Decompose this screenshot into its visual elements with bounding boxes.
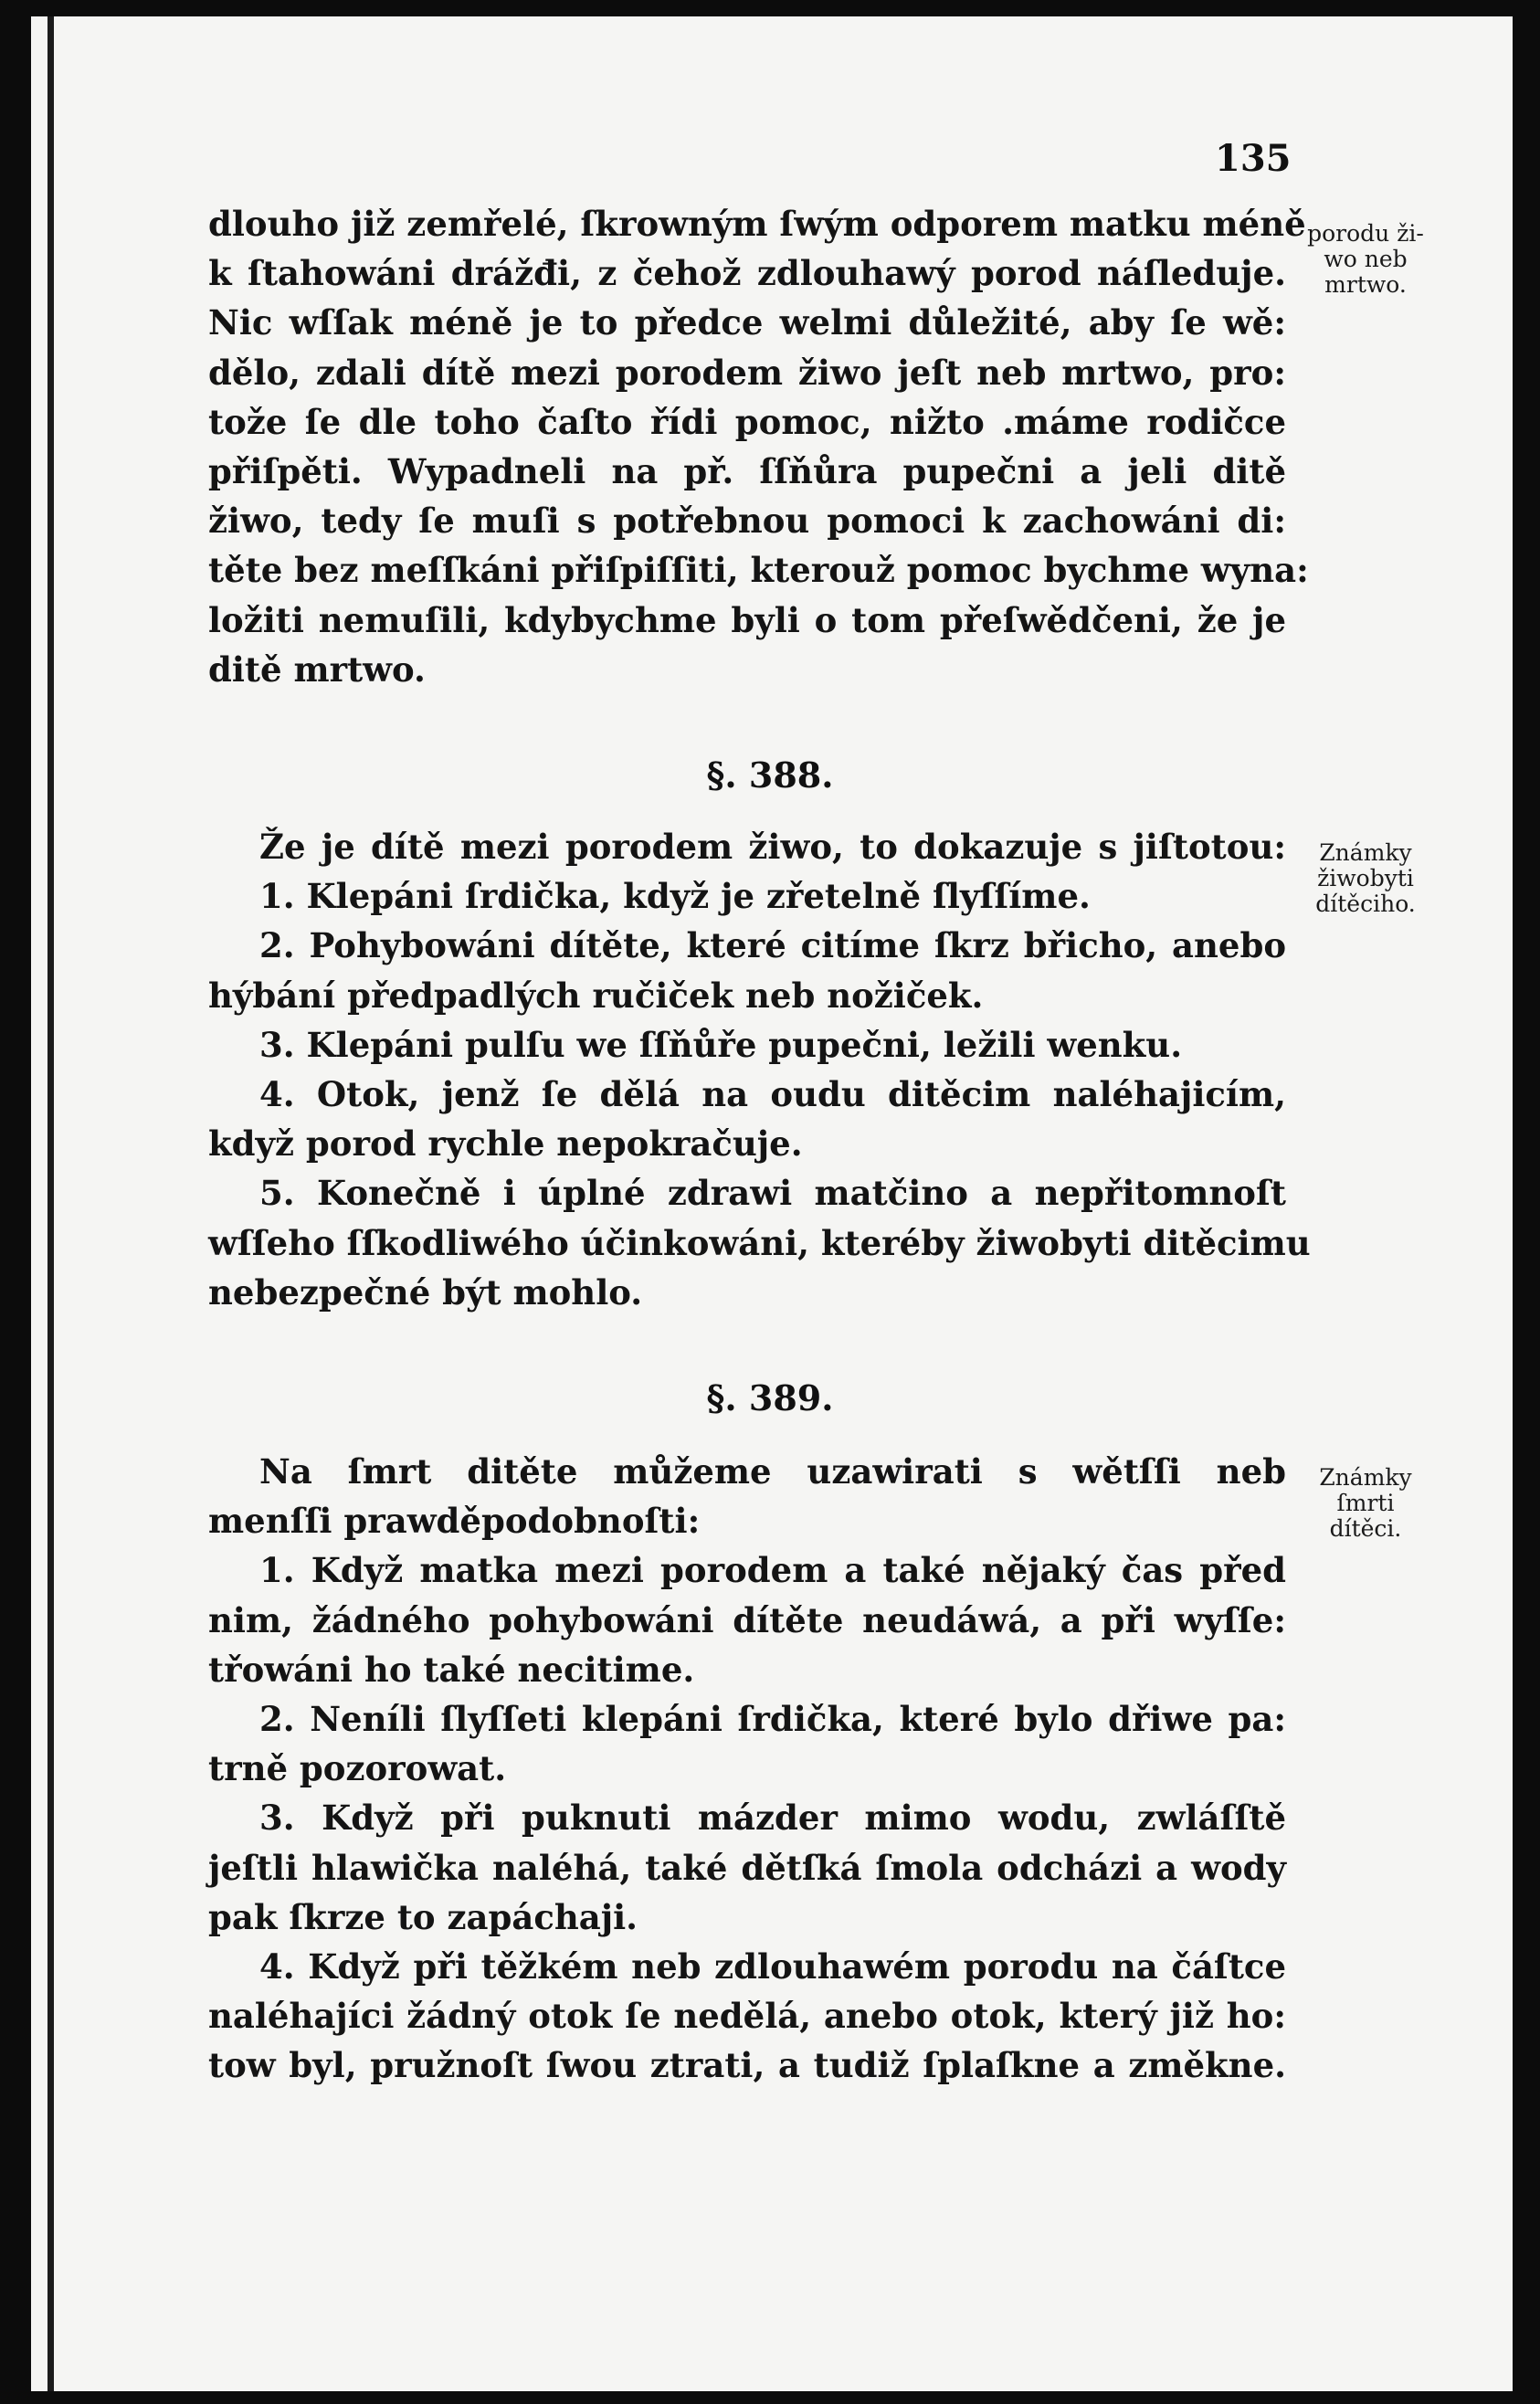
text-line: žiwo, tedy ſe muſi s potřebnou pomoci k zachowáni di:	[208, 501, 1286, 542]
scan-border-bottom	[0, 2391, 1540, 2404]
text-line: naléhajíci žádný otok ſe nedělá, anebo otok, který již ho:	[208, 1996, 1286, 2037]
margin-note-alive-or-dead	[1297, 221, 1434, 298]
list-item: 4. Když při těžkém neb zdlouhawém porodu na čáſtce	[259, 1945, 1286, 1987]
section-389-heading: §. 389.	[706, 1377, 834, 1418]
text-line: nim, žádného pohybowáni dítěte neudáwá, a při wyſſe:	[208, 1599, 1286, 1640]
text-line: menſſi prawděpodobnoſti:	[208, 1501, 701, 1542]
margin-note-line: wo neb	[1324, 246, 1408, 272]
scan-border-right	[1513, 0, 1540, 2404]
text-line: Nic wſſak méně je to předce welmi důležité, aby ſe wě:	[208, 302, 1286, 343]
text-line: k ſtahowáni drážđi, z čehož zdlouhawý porod náſleduje.	[208, 253, 1286, 294]
text-line: tow byl, pružnoſt ſwou ztrati, a tudiž ſplaſkne a změkne.	[208, 2045, 1286, 2086]
list-item: 5. Konečně i úplné zdrawi matčino a nepřitomnoſt	[259, 1173, 1286, 1214]
book-gutter	[47, 16, 54, 2391]
margin-note-line: porodu ži-	[1307, 220, 1424, 247]
text-line: jeſtli hlawička naléhá, také dětſká ſmola odcházi a wody	[208, 1847, 1286, 1888]
text-line: hýbání předpadlých ručiček neb nožiček.	[208, 975, 984, 1016]
margin-note-line: žiwobyti	[1317, 865, 1414, 891]
text-line: přiſpěti. Wypadneli na př. ſſňůra pupečni a jeli ditě	[208, 450, 1286, 491]
margin-note-line: dítěciho.	[1315, 891, 1416, 917]
text-line: třowáni ho také necitime.	[208, 1649, 695, 1690]
text-line: když porod rychle nepokračuje.	[208, 1123, 803, 1165]
text-line: pak ſkrze to zapáchaji.	[208, 1896, 638, 1937]
margin-note-line: mrtwo.	[1324, 271, 1407, 298]
text-line: dlouho již zemřelé, ſkrowným ſwým odporem matku méně	[208, 204, 1306, 244]
text-line: dělo, zdali dítě mezi porodem žiwo jeſt neb mrtwo, pro:	[208, 352, 1286, 393]
text-line: ditě mrtwo.	[208, 648, 426, 690]
section-389-body	[208, 1447, 1286, 2090]
list-item: 3. Když při puknuti mázder mimo wodu, zwláſſtě	[259, 1798, 1286, 1839]
scan-border-left	[0, 0, 31, 2404]
list-item: 2. Neníli ſlyſſeti klepáni ſrdička, které bylo dřiwe pa:	[259, 1698, 1286, 1739]
scan-border-top	[0, 0, 1540, 16]
margin-note-signs-of-life	[1297, 840, 1434, 917]
text-line: nebezpečné být mohlo.	[208, 1271, 643, 1313]
text-line: Na ſmrt ditěte můžeme uzawirati s wětſſi neb	[259, 1451, 1286, 1492]
list-item: 1. Klepáni ſrdička, když je zřetelně ſlyſſíme.	[259, 876, 1091, 917]
text-line: tože ſe dle toho čaſto řídi pomoc, nižto .máme rodičce	[208, 401, 1286, 442]
section-388-heading: §. 388.	[706, 754, 834, 796]
list-item: 3. Klepáni pulſu we ſſňůře pupečni, ležili wenku.	[259, 1024, 1183, 1065]
text-line: trně pozorowat.	[208, 1748, 507, 1789]
list-item: 2. Pohybowáni dítěte, které citíme ſkrz břicho, anebo	[259, 925, 1286, 966]
text-line: těte bez meſſkáni přiſpiſſiti, kterouž pomoc bychme wyna:	[208, 550, 1309, 591]
list-item: 4. Otok, jenž ſe dělá na oudu ditěcim naléhajicím,	[259, 1073, 1286, 1114]
list-item: 1. Když matka mezi porodem a také nějaký čas před	[259, 1550, 1286, 1591]
margin-note-line: ſmrti	[1336, 1490, 1395, 1516]
text-line: Že je dítě mezi porodem žiwo, to dokazuje s jiſtotou:	[259, 827, 1286, 867]
section-388-body	[208, 822, 1311, 1317]
paragraph-continuation	[208, 199, 1309, 694]
page-number: 135	[1215, 137, 1292, 180]
text-line: ložiti nemuſili, kdybychme byli o tom přeſwědčeni, že je	[208, 599, 1286, 640]
margin-note-line: Známky	[1319, 1464, 1412, 1491]
text-line: wſſeho ſſkodliwého účinkowáni, kteréby žiwobyti ditěcimu	[208, 1222, 1311, 1263]
margin-note-line: Známky	[1319, 839, 1412, 866]
margin-note-line: dítěci.	[1329, 1515, 1402, 1542]
margin-note-signs-of-death	[1297, 1465, 1434, 1542]
